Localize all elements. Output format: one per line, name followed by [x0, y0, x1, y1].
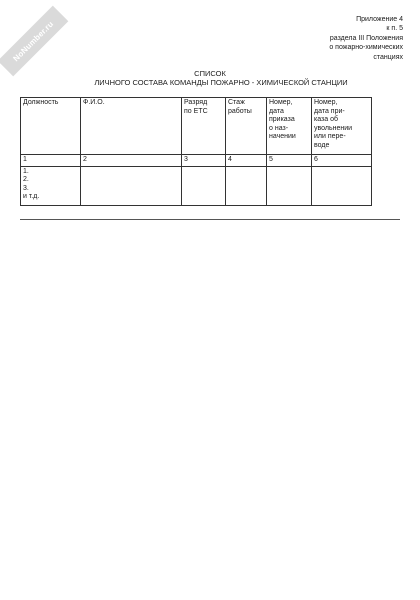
row-number: 2. [23, 176, 29, 184]
header-experience [226, 98, 267, 155]
header-text: дата [269, 107, 284, 115]
header-text: Стаж [228, 99, 245, 106]
watermark [0, 6, 68, 77]
header-text: начении [269, 133, 296, 141]
header-grade [182, 98, 226, 155]
table-cell [267, 166, 312, 205]
table-cell [226, 166, 267, 205]
table-header-row [21, 98, 372, 155]
column-number: 2 [81, 155, 182, 167]
appendix-line: о пожарно-химических [329, 44, 403, 52]
header-text: работы [228, 107, 252, 115]
horizontal-divider [20, 219, 400, 220]
column-number: 6 [312, 155, 372, 167]
header-text: Разряд [184, 99, 208, 106]
header-text: каза об [314, 116, 338, 124]
table-cell [81, 166, 182, 205]
header-text: по ЕТС [184, 107, 208, 115]
header-text: Ф.И.О. [83, 99, 105, 106]
appendix-line: к п. 5 [386, 25, 403, 33]
header-full-name [81, 98, 182, 155]
header-position [21, 98, 81, 155]
appendix-line: Приложение 4 [356, 16, 403, 23]
row-number: 3. [23, 184, 29, 192]
header-text: увольнении [314, 124, 353, 132]
header-text: или пере- [314, 133, 346, 141]
table-cell [312, 166, 372, 205]
header-text: о наз- [269, 124, 289, 132]
header-dismissal-order [312, 98, 372, 155]
header-text: Должность [23, 99, 59, 106]
column-number: 1 [21, 155, 81, 167]
column-number: 5 [267, 155, 312, 167]
watermark-text: NoNumber.ru [11, 19, 55, 63]
header-text: приказа [269, 116, 295, 124]
appendix-line: станциях [373, 53, 403, 61]
row-numbering-cell [21, 166, 81, 205]
row-number: 1. [23, 167, 29, 175]
document-title [0, 69, 420, 87]
header-text: Номер, [269, 99, 293, 106]
row-number: и т.д. [23, 193, 40, 201]
column-number-row [21, 155, 372, 167]
appendix-reference [329, 15, 403, 62]
header-text: воде [314, 141, 330, 149]
column-number: 4 [226, 155, 267, 167]
column-number: 3 [182, 155, 226, 167]
header-text: Номер, [314, 99, 338, 106]
header-text: дата при- [314, 107, 345, 115]
appendix-line: раздела III Положения [329, 34, 403, 42]
title-line-roster: ЛИЧНОГО СОСТАВА КОМАНДЫ ПОЖАРНО - ХИМИЧЕСКОЙ СТАНЦИИ [94, 78, 348, 87]
title-line-list: СПИСОК [194, 69, 226, 78]
table-cell [182, 166, 226, 205]
personnel-table [20, 97, 372, 206]
header-appointment-order [267, 98, 312, 155]
table-row [21, 166, 372, 205]
